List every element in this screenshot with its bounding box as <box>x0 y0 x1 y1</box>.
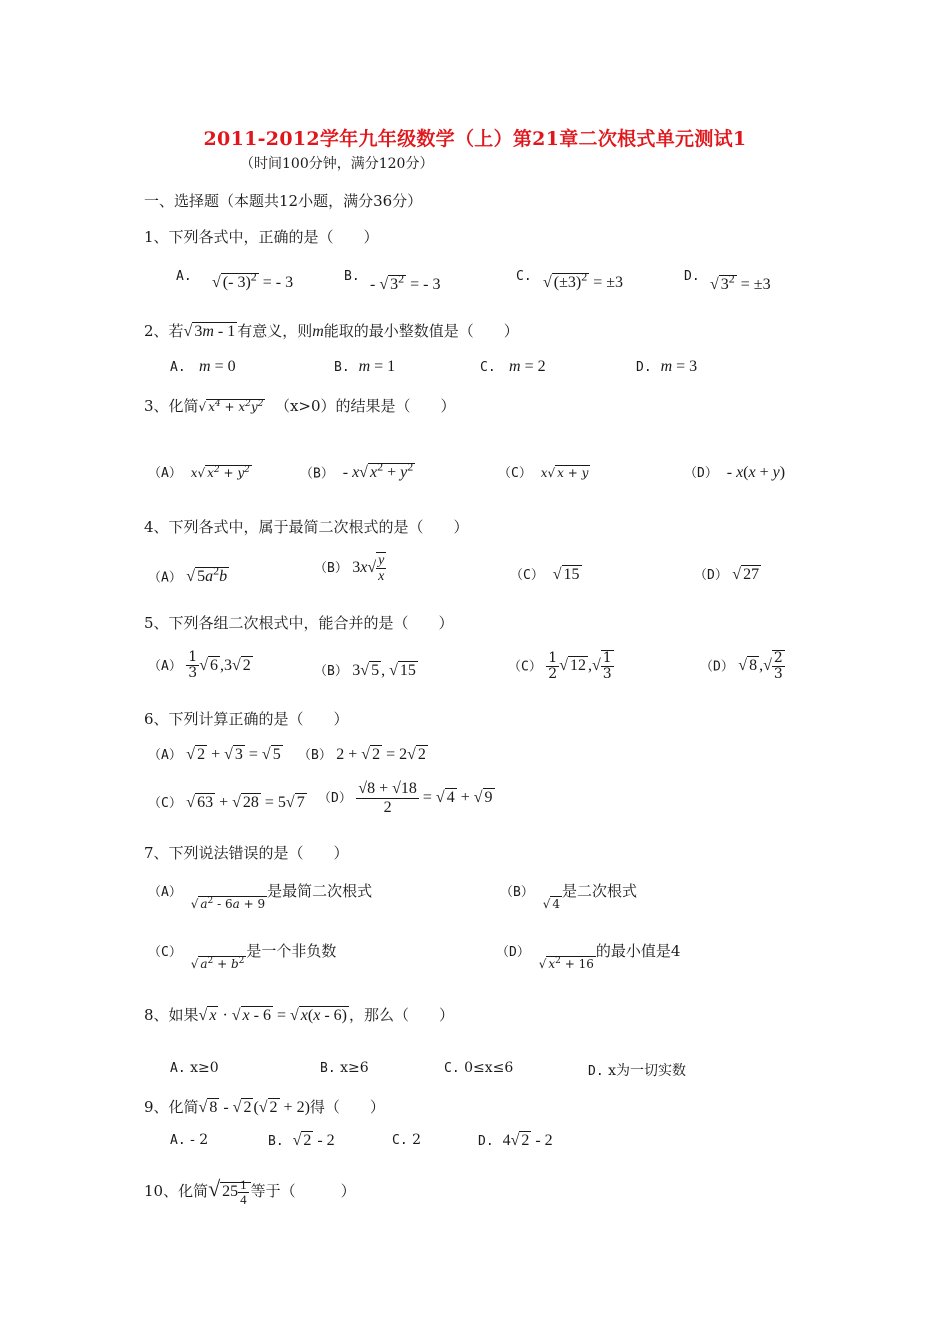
q2-option-d[interactable]: D. m = 3 <box>636 358 698 375</box>
page-title: 2011-2012学年九年级数学（上）第21章二次根式单元测试1 <box>203 128 747 150</box>
section-heading: 一、选择题（本题共12小题，满分36分） <box>144 192 423 210</box>
question-4-stem: 4、下列各式中，属于最简二次根式的是（ ） <box>144 518 469 536</box>
q2-option-c[interactable]: C. m = 2 <box>480 358 546 375</box>
question-10-stem: 10、化简√ 25 $\frac{1}{4}$ 等于（ ） <box>144 1176 356 1207</box>
q5-option-b[interactable]: （B） 3√ 5 , √ 15 <box>314 662 416 679</box>
question-5-stem: 5、下列各组二次根式中，能合并的是（ ） <box>144 614 454 632</box>
q3-option-b[interactable]: （B） - x√ $x^2 + y^2$ <box>300 460 414 482</box>
q1-option-a-label: A. <box>176 269 192 284</box>
q1-option-d[interactable]: D. <box>684 269 700 284</box>
q7-option-d[interactable]: （D） √ $x^2 + 16$的最小值是4 <box>496 942 681 971</box>
q7-option-c[interactable]: （C） √ $a^2 + b^2$是一个非负数 <box>148 942 337 971</box>
q8-option-c[interactable]: C. 0≤x≤6 <box>444 1060 514 1076</box>
question-3-stem: 3、化简√ $x^4 + x^2y^2$ （x>0）的结果是（ ） <box>144 397 456 415</box>
q1-option-c-expr: √ $(\pm 3)^2 = \pm 3$ <box>543 270 624 292</box>
q7-option-b[interactable]: （B） √ 4是二次根式 <box>500 882 638 911</box>
q3-option-a[interactable]: （A） x√ $x^2 + y^2$ <box>148 465 250 481</box>
q5-option-c[interactable]: （C） $\frac{1}{2}$ √ 12 ,√ $\frac{1}{3}$ <box>508 649 612 683</box>
question-7-stem: 7、下列说法错误的是（ ） <box>144 844 349 862</box>
q1-option-b-expr: - √ $3^2$ = - 3 <box>370 272 441 294</box>
q4-option-b[interactable]: （B） 3x√ $\frac{y}{x}$ <box>314 553 385 585</box>
q9-option-b[interactable]: B. √ 2 - 2 <box>268 1132 335 1149</box>
q3-option-c[interactable]: （C） x√ x + y <box>498 466 589 481</box>
question-2-stem: 2、若√ 3m - 1 有意义，则m能取的最小整数值是（ ） <box>144 322 519 340</box>
q9-option-a[interactable]: A. - 2 <box>170 1132 209 1148</box>
q4-option-a[interactable]: （A） √ $5a^2b$ <box>148 564 228 586</box>
q5-option-d[interactable]: （D） √ 8 ,√ $\frac{2}{3}$ <box>700 650 783 683</box>
q1-option-a-expr: √ (- 3)$^2$ = - 3 <box>212 270 294 292</box>
q4-option-c[interactable]: （C） √ 15 <box>510 566 580 583</box>
q1-option-d-expr: √ $3^2 = \pm 3$ <box>710 272 771 294</box>
q2-option-b[interactable]: B. m = 1 <box>334 358 396 375</box>
question-8-stem: 8、如果√ x · √ x - 6 = √ x(x - 6) ，那么（ ） <box>144 1006 455 1024</box>
q8-option-d[interactable]: D. x为一切实数 <box>588 1063 687 1079</box>
q1-option-c[interactable]: C. <box>516 269 532 284</box>
q6-option-a[interactable]: （A） √ 2 + √ 3 = √ 5 <box>148 746 281 763</box>
q1-option-a[interactable] <box>176 268 192 284</box>
question-6-stem: 6、下列计算正确的是（ ） <box>144 710 349 728</box>
q6-option-b[interactable]: （B） 2 + √ 2 = 2√ 2 <box>298 746 426 763</box>
q5-option-a[interactable]: （A） $\frac{1}{3}$ √ 6 ,3√ 2 <box>148 649 251 682</box>
q6-option-d[interactable]: （D） $\frac{√8 + √18}{2}$ = √ 4 + √ 9 <box>318 780 493 816</box>
q8-option-b[interactable]: B. x≥6 <box>320 1060 369 1076</box>
question-9-stem: 9、化简√ 8 - √ 2 (√ 2 + 2)得（ ） <box>144 1098 385 1116</box>
q6-option-c[interactable]: （C） √ 63 + √ 28 = 5√ 7 <box>148 794 305 811</box>
q9-option-c[interactable]: C. 2 <box>392 1132 422 1148</box>
q8-option-a[interactable]: A. x≥0 <box>170 1060 219 1076</box>
q9-option-d[interactable]: D. 4√ 2 - 2 <box>478 1132 553 1149</box>
question-1-stem: 1、下列各式中，正确的是（ ） <box>144 228 379 246</box>
q1-option-b[interactable]: B. <box>344 269 360 284</box>
q7-option-a[interactable]: （A） √ $a^2 - 6a + 9$是最简二次根式 <box>148 882 373 911</box>
q4-option-d[interactable]: （D） √ 27 <box>694 566 760 583</box>
q3-option-d[interactable]: （D） - x(x + y) <box>684 464 786 481</box>
q2-option-a[interactable]: A. m = 0 <box>170 358 236 375</box>
page-subtitle: （时间100分钟，满分120分） <box>240 156 434 172</box>
